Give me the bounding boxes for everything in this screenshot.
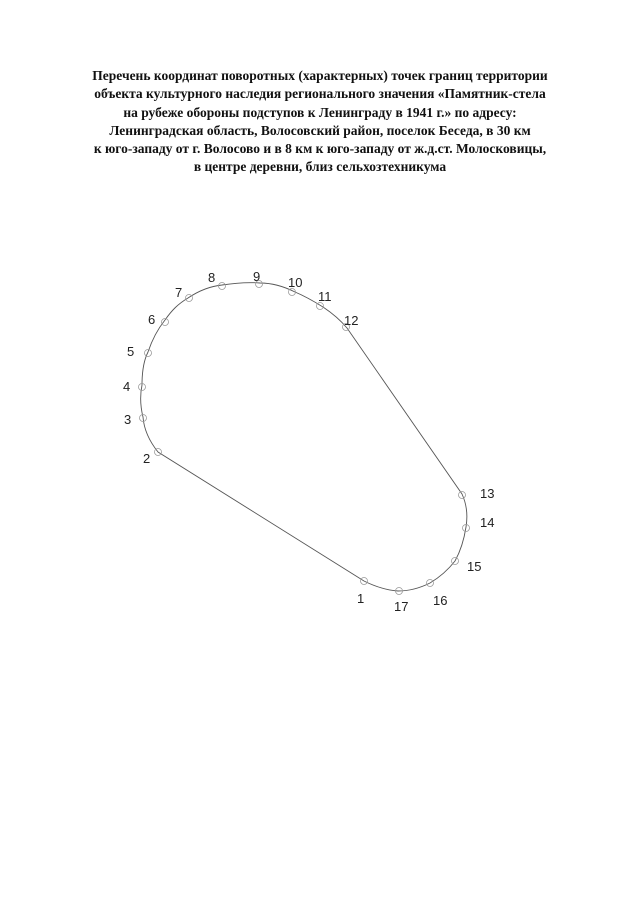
point-label: 14 (480, 515, 495, 530)
point-marker (219, 283, 226, 290)
title-line: на рубеже обороны подступов к Ленинграду в 1941 г.» по адресу: (123, 104, 517, 120)
point-label: 13 (480, 486, 495, 501)
point-label: 8 (208, 270, 216, 285)
boundary-point-11 (317, 289, 332, 310)
boundary-point-16 (427, 580, 448, 609)
point-label: 6 (148, 312, 156, 327)
title-line: Ленинградская область, Волосовский район, поселок Беседа, в 30 км (109, 122, 531, 138)
title-line: объекта культурного наследия регионального значения «Памятник-стела (94, 86, 546, 102)
point-label: 2 (143, 451, 151, 466)
point-label: 5 (127, 344, 135, 359)
title-line: Перечень координат поворотных (характерных) точек границ территории (92, 68, 548, 83)
boundary-outline (141, 283, 467, 591)
boundary-point-12 (343, 313, 359, 331)
point-label: 3 (124, 412, 132, 427)
boundary-point-10 (288, 275, 302, 296)
point-label: 1 (357, 591, 365, 606)
boundary-point-8 (208, 270, 226, 290)
point-label: 16 (433, 593, 448, 608)
boundary-point-2 (143, 449, 162, 467)
point-label: 17 (394, 599, 409, 614)
boundary-point-17 (394, 588, 408, 615)
point-label: 4 (123, 379, 131, 394)
boundary-point-7 (175, 285, 193, 302)
point-label: 15 (467, 559, 482, 574)
point-marker (186, 295, 193, 302)
point-label: 10 (288, 275, 303, 290)
point-label: 9 (253, 269, 261, 284)
point-label: 7 (175, 285, 183, 300)
title-line: в центре деревни, близ сельхозтехникума (193, 159, 447, 175)
title-line: к юго-западу от г. Волосово и в 8 км к юго-западу от ж.д.ст. Молосковицы, (93, 141, 547, 157)
point-label: 11 (318, 289, 332, 304)
boundary-point-9 (253, 269, 263, 288)
point-label: 12 (344, 313, 359, 328)
